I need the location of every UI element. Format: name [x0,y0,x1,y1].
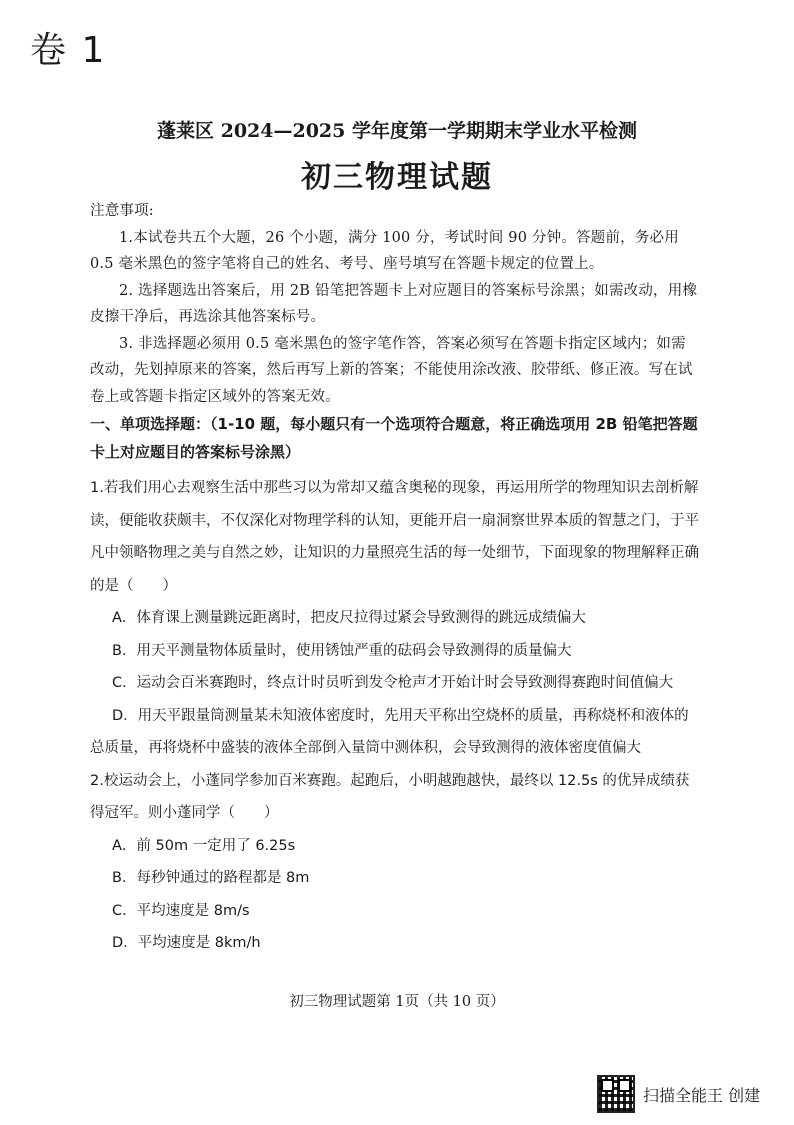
option-d: D．用天平跟量筒测量某未知液体密度时，先用天平称出空烧杯的质量，再称烧杯和液体的总质量，再将烧杯中盛装的液体全部倒入量筒中测体积，会导致测得的液体密度值偏大 [90,707,689,756]
qr-code-icon [597,1075,635,1113]
exam-title: 蓬莱区 2024—2025 学年度第一学期期末学业水平检测 [157,120,637,142]
option-c: C．运动会百米赛跑时，终点计时员听到发令枪声才开始计时会导致测得赛跑时间值偏大 [112,675,674,691]
scanner-watermark [597,1075,760,1113]
exam-body [90,198,700,960]
option-a: A．体育课上测量跳远距离时，把皮尺拉得过紧会导致测得的跳远成绩偏大 [112,610,586,626]
paper-label: 卷 1 [30,30,107,71]
option-c: C．平均速度是 8m/s [112,902,250,919]
option-b: B．每秒钟通过的路程都是 8m [112,870,310,886]
option-b: B．用天平测量物体质量时，使用锈蚀严重的砝码会导致测得的质量偏大 [112,642,572,659]
question-2 [90,765,700,960]
notice-item-3: 3. 非选择题必须用 0.5 毫米黑色的签字笔作答，答案必须写在答题卡指定区域内；如需改动，先划掉原来的答案，然后再写上新的答案；不能使用涂改液、胶带纸、修正液。写在试卷上或答题卡指定区域外的答案无效。 [90,335,693,405]
section-heading: 一、单项选择题：（1-10 题，每小题只有一个选项符合题意，将正确选项用 2B 铅笔把答题卡上对应题目的答案标号涂黑） [90,415,698,461]
question-stem: 1.若我们用心去观察生活中那些习以为常却又蕴含奥秘的现象，再运用所学的物理知识去剖析解读，便能收获颇丰，不仅深化对物理学科的认知，更能开启一扇洞察世界本质的智慧之门，于平凡中领略物理之美与自然之妙，让知识的力量照亮生活的每一处细节，下面现象的物理解释正确的是（ ） [90,480,699,594]
option-a: A．前 50m 一定用了 6.25s [112,837,296,854]
subject-title: 初三物理试题 [301,160,493,195]
notice-heading: 注意事项: [90,203,154,219]
option-d: D．平均速度是 8km/h [112,935,261,951]
notice-item-2: 2. 选择题选出答案后，用 2B 铅笔把答题卡上对应题目的答案标号涂黑；如需改动，用橡皮擦干净后，再选涂其他答案标号。 [90,282,698,325]
page-footer: 初三物理试题第 1页（共 10 页） [289,994,505,1010]
notice-section [90,198,700,410]
question-stem: 2.校运动会上，小蓬同学参加百米赛跑。起跑后，小明越跑越快，最终以 12.5s 的优异成绩获得冠军。则小蓬同学（ ） [90,772,690,821]
watermark-text: 扫描全能王 创建 [643,1085,761,1105]
question-1 [90,472,700,765]
notice-item-1: 1.本试卷共五个大题，26 个小题，满分 100 分，考试时间 90 分钟。答题前，务必用 0.5 毫米黑色的签字笔将自己的姓名、考号、座号填写在答题卡规定的位置上。 [90,229,679,272]
